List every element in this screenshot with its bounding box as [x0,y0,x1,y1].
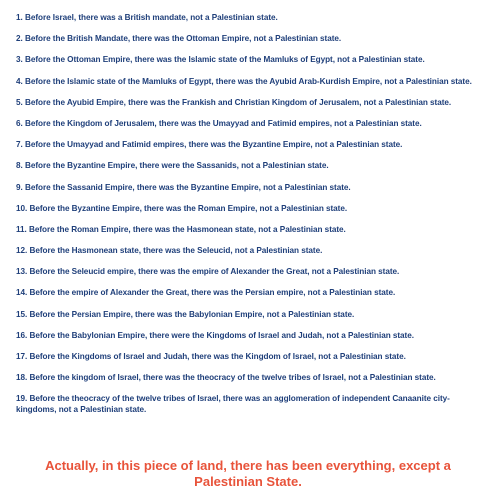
list-item: 6. Before the Kingdom of Jerusalem, there was the Umayyad and Fatimid empires, not a Palestinian state. [16,118,422,128]
list-item: 8. Before the Byzantine Empire, there were the Sassanids, not a Palestinian state. [16,161,329,171]
list-item: 19. Before the theocracy of the twelve tribes of Israel, there was an agglomeration of independent Canaanite city-kingdoms, not a Palestinian state. [16,394,450,415]
list-item: 15. Before the Persian Empire, there was the Babylonian Empire, not a Palestinian state. [16,309,355,319]
list-item: 9. Before the Sassanid Empire, there was the Byzantine Empire, not a Palestinian state. [16,182,351,192]
conclusion-text: Actually, in this piece of land, there has been everything, except a Palestinian State. [45,458,451,489]
list-item: 18. Before the kingdom of Israel, there was the theocracy of the twelve tribes of Israel, not a Palestinian state. [16,373,436,383]
list-item: 4. Before the Islamic state of the Mamluks of Egypt, there was the Ayubid Arab-Kurdish Empire, not a Palestinian state. [16,76,472,86]
list-item: 17. Before the Kingdoms of Israel and Judah, there was the Kingdom of Israel, not a Palestinian state. [16,352,406,361]
list-item: 14. Before the empire of Alexander the Great, there was the Persian empire, not a Palestinian state. [16,288,396,298]
list-item: 1. Before Israel, there was a British mandate, not a Palestinian state. [16,13,278,22]
list-item: 5. Before the Ayubid Empire, there was the Frankish and Christian Kingdom of Jerusalem, not a Palestinian state. [16,97,452,107]
list-item: 7. Before the Umayyad and Fatimid empires, there was the Byzantine Empire, not a Palestinian state. [16,140,403,150]
list-item: 13. Before the Seleucid empire, there was the empire of Alexander the Great, not a Palestinian state. [16,267,400,277]
list-item: 11. Before the Roman Empire, there was the Hasmonean state, not a Palestinian state. [16,224,346,234]
list-item: 10. Before the Byzantine Empire, there was the Roman Empire, not a Palestinian state. [16,203,348,213]
list-item: 3. Before the Ottoman Empire, there was the Islamic state of the Mamluks of Egypt, not a Palestinian state. [16,55,425,65]
list-item: 12. Before the Hasmonean state, there was the Seleucid, not a Palestinian state. [16,246,323,256]
list-item: 16. Before the Babylonian Empire, there were the Kingdoms of Israel and Judah, not a Palestinian state. [16,330,414,340]
history-list [16,12,478,426]
list-item: 2. Before the British Mandate, there was the Ottoman Empire, not a Palestinian state. [16,34,342,44]
